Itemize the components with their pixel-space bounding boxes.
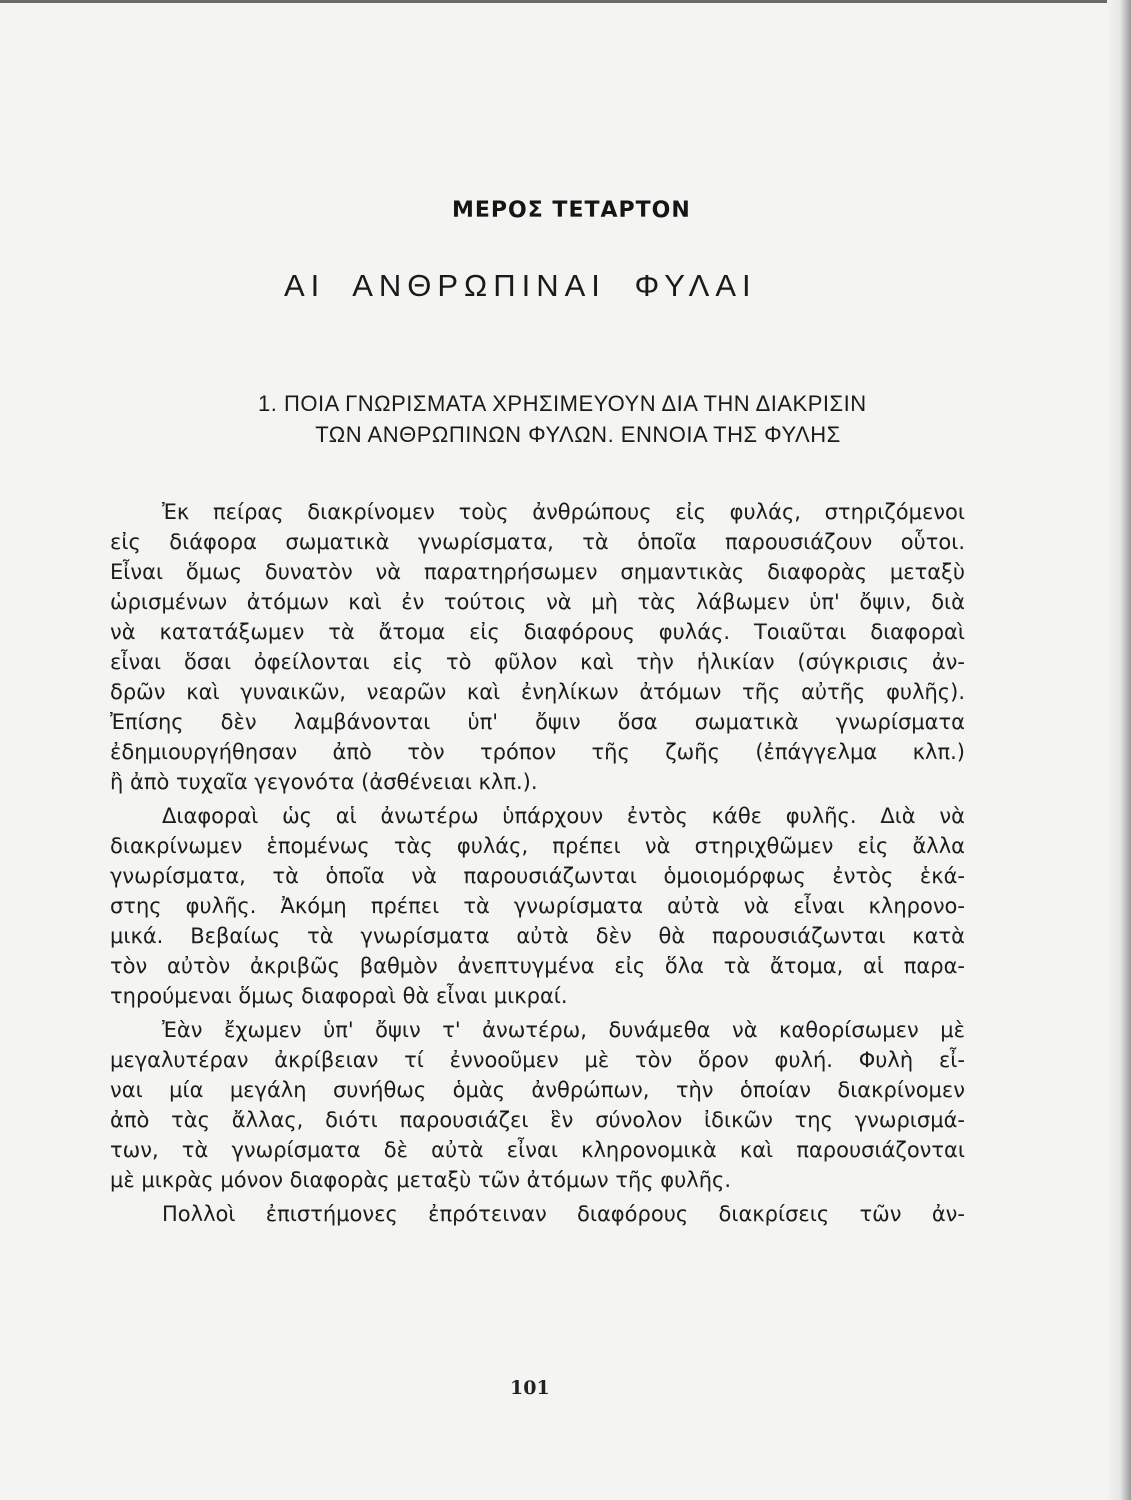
- text-line: ναι μία μεγάλη συνήθως ὁμὰς ἀνθρώπων, τὴν ὁποίαν διακρίνομεν: [110, 1078, 965, 1102]
- text-line: τηρούμεναι ὅμως διαφοραὶ θὰ εἶναι μικραί.: [110, 984, 568, 1008]
- section-heading-line-2: ΤΩΝ ΑΝΘΡΩΠΙΝΩΝ ΦΥΛΩΝ. ΕΝΝΟΙΑ ΤΗΣ ΦΥΛΗΣ: [315, 422, 841, 447]
- text-line: ἢ ἀπὸ τυχαῖα γεγονότα (ἀσθένειαι κλπ.).: [110, 770, 538, 794]
- body-text: [110, 497, 965, 1229]
- text-line: Ἐκ πείρας διακρίνομεν τοὺς ἀνθρώπους εἰς φυλάς, στηριζόμενοι: [162, 500, 965, 524]
- text-line: μικά. Βεβαίως τὰ γνωρίσματα αὐτὰ δὲν θὰ παρουσιάζωνται κατὰ: [110, 924, 965, 948]
- text-line: μεγαλυτέραν ἀκρίβειαν τί ἐννοοῦμεν μὲ τὸν ὅρον φυλή. Φυλὴ εἶ-: [110, 1048, 965, 1072]
- chapter-title: ΑΙ ΑΝΘΡΩΠΙΝΑΙ ΦΥΛΑΙ: [284, 268, 757, 303]
- text-line: Εἶναι ὅμως δυνατὸν νὰ παρατηρήσωμεν σημαντικὰς διαφορὰς μεταξὺ: [110, 560, 965, 584]
- section-heading: [258, 388, 898, 450]
- text-line: γνωρίσματα, τὰ ὁποῖα νὰ παρουσιάζωνται ὁμοιομόρφως ἐντὸς ἑκά-: [110, 864, 965, 888]
- scan-top-border: [0, 0, 1131, 3]
- text-line: Διαφοραὶ ὡς αἱ ἀνωτέρω ὑπάρχουν ἐντὸς κάθε φυλῆς. Διὰ νὰ: [162, 804, 965, 828]
- text-line: Ἐπίσης δὲν λαμβάνονται ὑπ' ὄψιν ὅσα σωματικὰ γνωρίσματα: [110, 710, 965, 734]
- text-line: τὸν αὐτὸν ἀκριβῶς βαθμὸν ἀνεπτυγμένα εἰς ὅλα τὰ ἄτομα, αἱ παρα-: [110, 954, 965, 978]
- text-line: ἐδημιουργήθησαν ἀπὸ τὸν τρόπον τῆς ζωῆς (ἐπάγγελμα κλπ.): [110, 740, 965, 764]
- text-line: των, τὰ γνωρίσματα δὲ αὐτὰ εἶναι κληρονομικὰ καὶ παρουσιάζονται: [110, 1138, 965, 1162]
- text-line: εἰς διάφορα σωματικὰ γνωρίσματα, τὰ ὁποῖα παρουσιάζουν οὗτοι.: [110, 530, 965, 554]
- page-number: 101: [510, 1377, 550, 1399]
- text-line: μὲ μικρὰς μόνον διαφορὰς μεταξὺ τῶν ἀτόμων τῆς φυλῆς.: [110, 1168, 732, 1192]
- scan-page-edge: [1107, 0, 1131, 1500]
- text-line: δρῶν καὶ γυναικῶν, νεαρῶν καὶ ἐνηλίκων ἀτόμων τῆς αὐτῆς φυλῆς).: [110, 680, 965, 704]
- text-line: διακρίνωμεν ἑπομένως τὰς φυλάς, πρέπει νὰ στηριχθῶμεν εἰς ἄλλα: [110, 834, 965, 858]
- text-line: στης φυλῆς. Ἀκόμη πρέπει τὰ γνωρίσματα αὐτὰ νὰ εἶναι κληρονο-: [110, 894, 965, 918]
- text-line: εἶναι ὅσαι ὀφείλονται εἰς τὸ φῦλον καὶ τὴν ἡλικίαν (σύγκρισις ἀν-: [110, 650, 965, 674]
- text-line: ἀπὸ τὰς ἄλλας, διότι παρουσιάζει ἓν σύνολον ἰδικῶν της γνωρισμά-: [110, 1108, 965, 1132]
- text-line: νὰ κατατάξωμεν τὰ ἄτομα εἰς διαφόρους φυλάς. Τοιαῦται διαφοραὶ: [110, 620, 965, 644]
- part-title: ΜΕΡΟΣ ΤΕΤΑΡΤΟΝ: [452, 198, 691, 223]
- section-heading-line-1: 1. ΠΟΙΑ ΓΝΩΡΙΣΜΑΤΑ ΧΡΗΣΙΜΕΥΟΥΝ ΔΙΑ ΤΗΝ ΔΙΑΚΡΙΣΙΝ: [258, 391, 867, 416]
- text-line: Πολλοὶ ἐπιστήμονες ἐπρότειναν διαφόρους διακρίσεις τῶν ἀν-: [162, 1202, 965, 1226]
- text-line: Ἐὰν ἔχωμεν ὑπ' ὄψιν τ' ἀνωτέρω, δυνάμεθα νὰ καθορίσωμεν μὲ: [162, 1018, 965, 1042]
- text-line: ὡρισμένων ἀτόμων καὶ ἐν τούτοις νὰ μὴ τὰς λάβωμεν ὑπ' ὄψιν, διὰ: [110, 590, 965, 614]
